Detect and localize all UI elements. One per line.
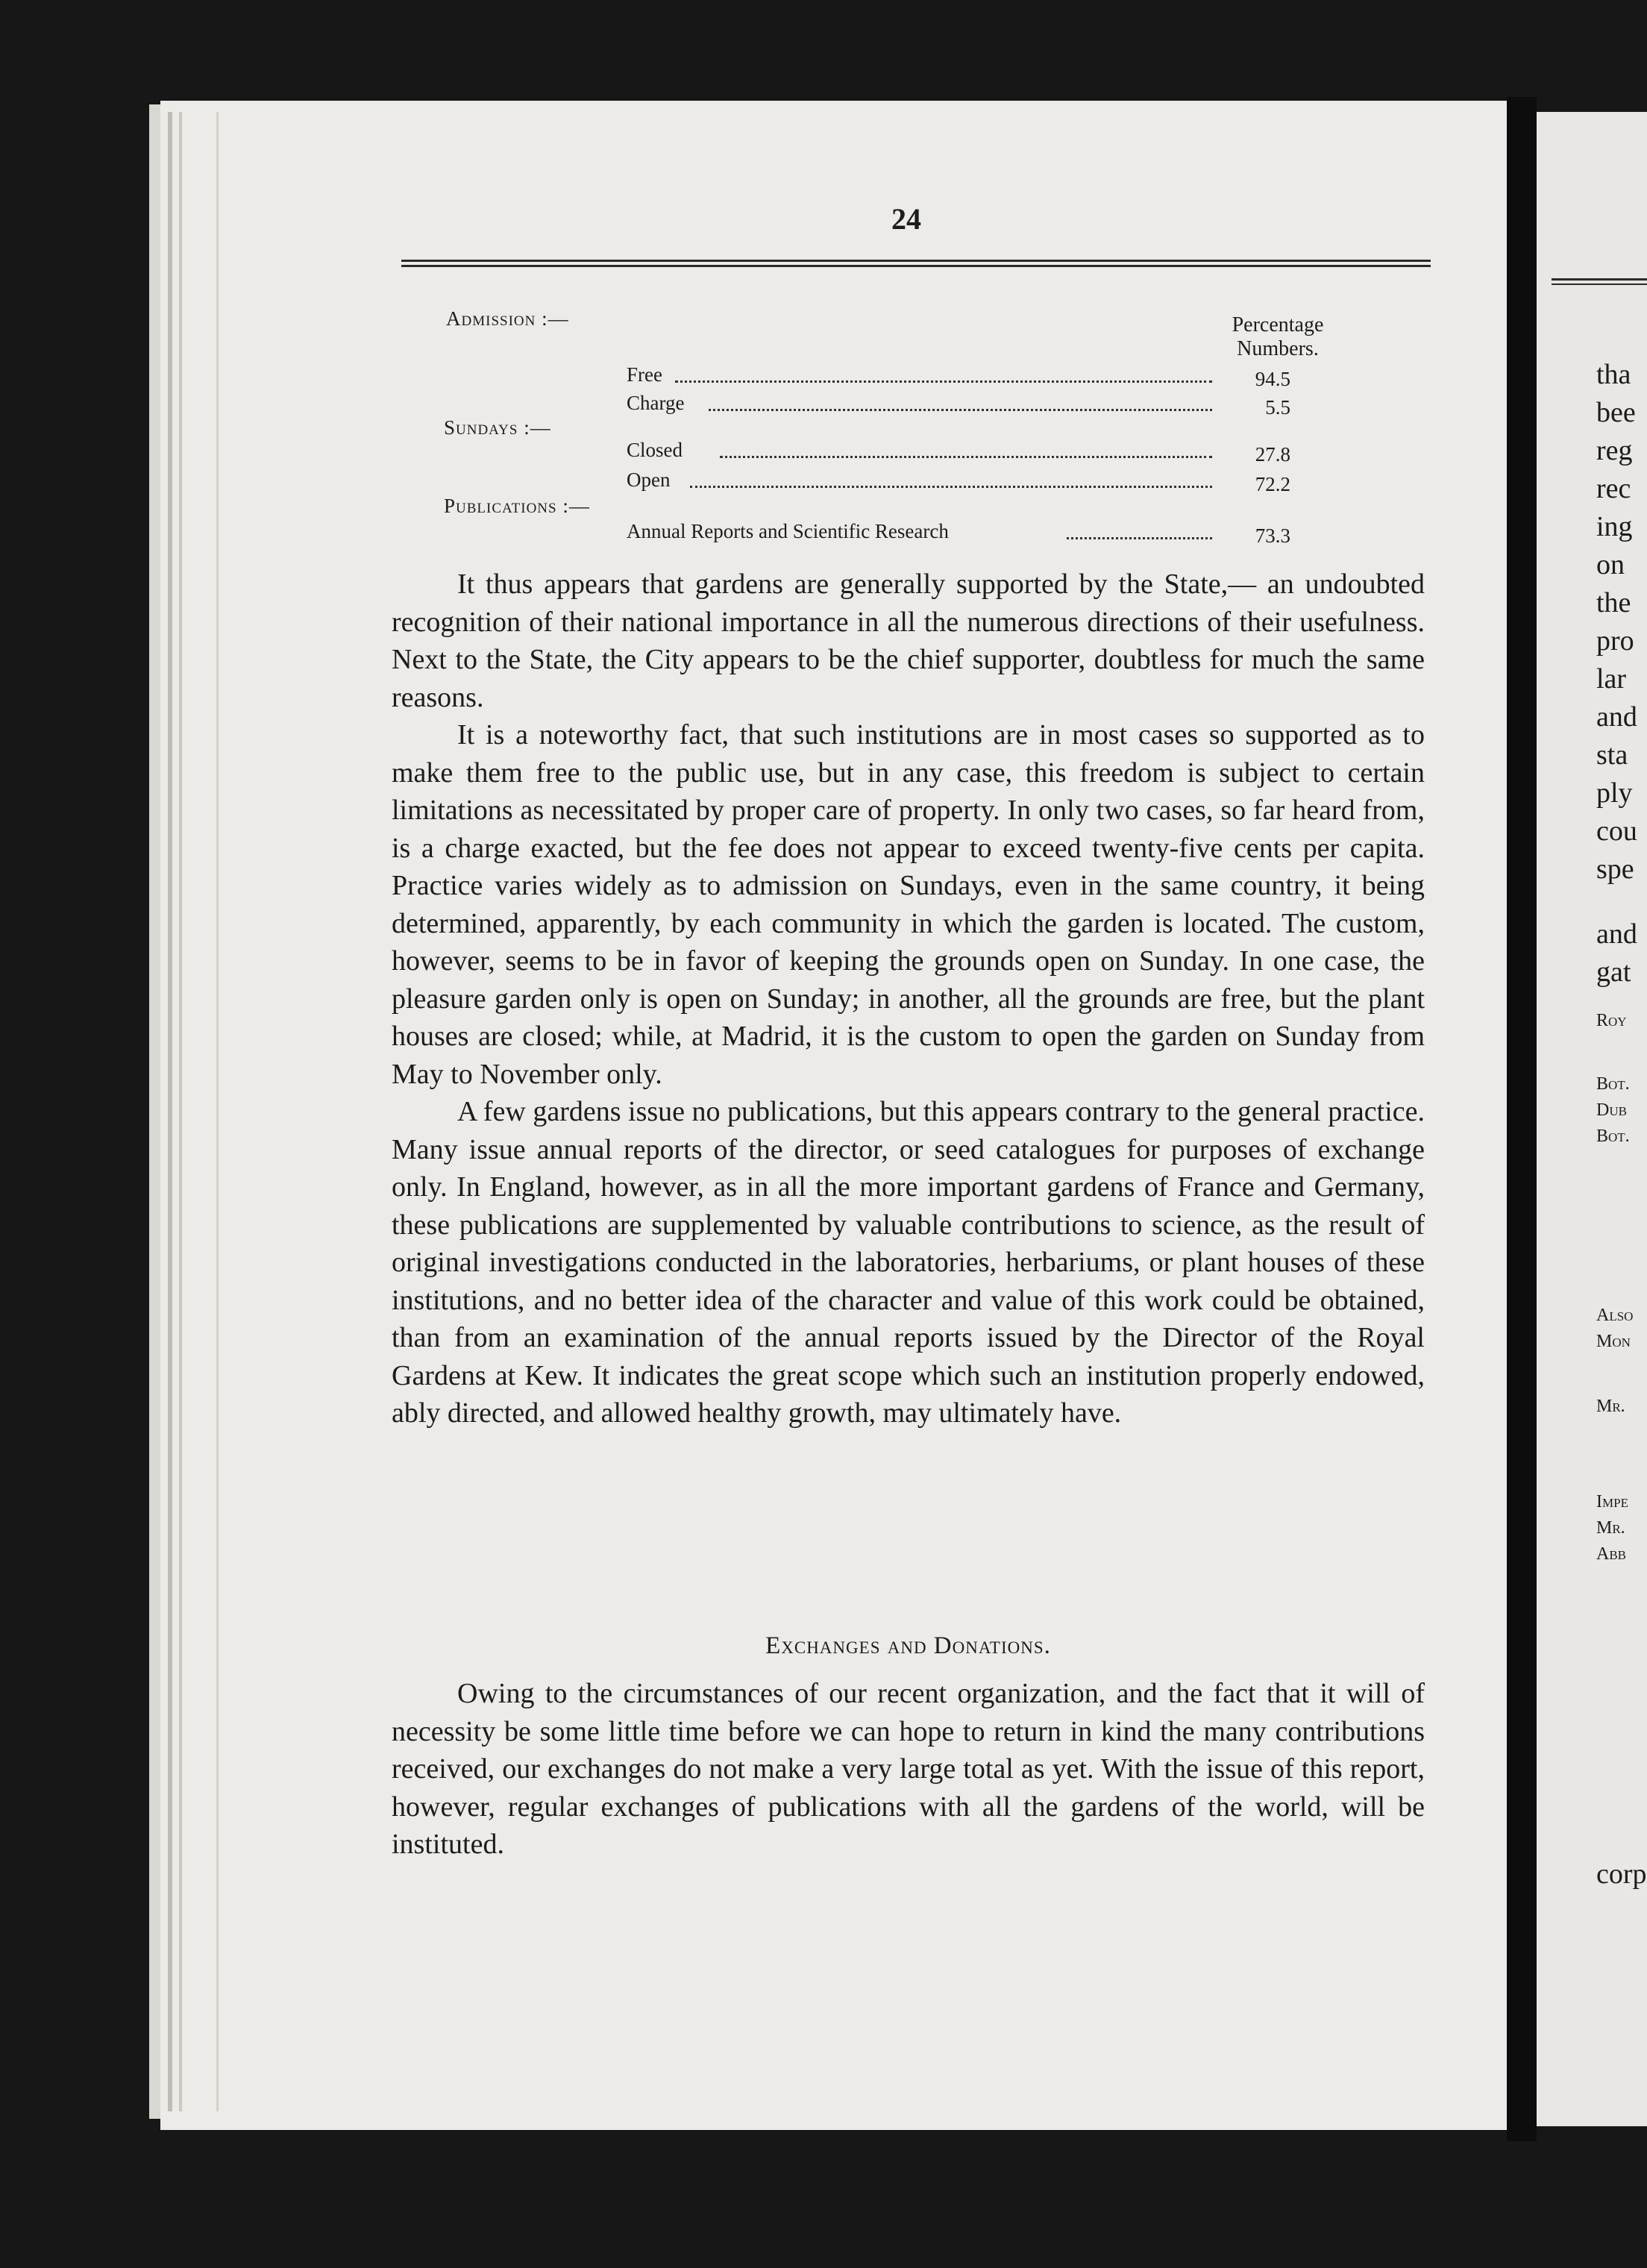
right-fragment: spe xyxy=(1596,853,1634,885)
leader-dots xyxy=(720,456,1212,458)
paragraph: It thus appears that gardens are generally supported by the State,— an undoubted recognition of their national importance in all the numerous directions of their usefulness. Next to the State, the City appears to be the chief supporter, doubtless for much the same reasons. xyxy=(392,568,1425,713)
right-fragment: on xyxy=(1596,549,1625,580)
right-page-rule xyxy=(1552,278,1647,285)
right-fragment: pro xyxy=(1596,625,1634,657)
right-fragment: Bot. xyxy=(1596,1074,1630,1094)
paragraph: Owing to the circumstances of our recent organization, and the fact that it will of necessity be some little time before we can hope to return in kind the many contributions received, our exchanges do not make a very large total as yet. With the issue of this report, however, regular exchanges of publications with all the gardens of the world, will be instituted. xyxy=(392,1678,1425,1860)
right-fragment: Impe xyxy=(1596,1492,1628,1512)
body-text xyxy=(392,566,1425,1432)
right-fragment: Also xyxy=(1596,1306,1634,1325)
page-number: 24 xyxy=(891,202,921,236)
right-fragment: cou xyxy=(1596,815,1637,847)
paragraph: A few gardens issue no publications, but this appears contrary to the general practice. Many issue annual reports of the director, or seed catalogues for purposes of exchange only. In England, however, as in all the more important gardens of France and Germany, these publications are supplemented by valuable contributions to science, as the result of original investigations conducted in the laboratories, herbariums, or plant houses of these institutions, and no better idea of the character and value of this work could be obtained, than from an examination of the annual reports issued by the Director of the Royal Gardens at Kew. It indicates the great scope which such an institution properly endowed, ably directed, and allowed healthy growth, may ultimately have. xyxy=(392,1096,1425,1429)
table-category: Publications :— xyxy=(444,495,590,517)
section-body-text xyxy=(392,1675,1425,1864)
right-fragment: sta xyxy=(1596,739,1628,771)
table-column-header: Percentage Numbers. xyxy=(1232,313,1324,360)
page-edge-line xyxy=(179,112,182,2111)
paragraph: It is a noteworthy fact, that such institutions are in most cases so supported as to make them free to the public use, but in any case, this freedom is subject to certain limitations as necessitated by proper care of property. In only two cases, so far heard from, is a charge exacted, but the fee does not appear to exceed twenty-five cents per capita. Practice varies widely as to admission on Sundays, even in the same country, it being determined, apparently, by each community in which the garden is located. The custom, however, seems to be in favor of keeping the grounds open on Sunday. In one case, the pleasure garden only is open on Sunday; in another, all the grounds are free, but the plant houses are closed; while, at Madrid, it is the custom to open the garden on Sunday from May to November only. xyxy=(392,719,1425,1090)
right-fragment: reg xyxy=(1596,435,1633,466)
leader-dots xyxy=(675,380,1212,383)
right-fragment: Mr. xyxy=(1596,1397,1625,1416)
book-gutter xyxy=(1507,97,1537,2141)
table-row-value: 73.3 xyxy=(1255,524,1290,547)
table-row-value: 5.5 xyxy=(1265,396,1290,419)
right-page xyxy=(1537,112,1647,2126)
right-fragment: lar xyxy=(1596,663,1627,695)
header-rule xyxy=(401,260,1431,267)
page-edge-line xyxy=(216,112,219,2111)
right-fragment: the xyxy=(1596,587,1631,618)
right-fragment: corp xyxy=(1596,1858,1647,1890)
table-row-value: 72.2 xyxy=(1255,473,1290,495)
leader-dots xyxy=(709,409,1212,411)
right-fragment: Bot. xyxy=(1596,1127,1630,1146)
right-fragment: and xyxy=(1596,918,1637,950)
right-fragment: Abb xyxy=(1596,1544,1627,1564)
section-heading: Exchanges and Donations. xyxy=(765,1632,1051,1659)
table-row-label: Free xyxy=(627,363,662,386)
right-fragment: gat xyxy=(1596,956,1631,988)
right-fragment: ing xyxy=(1596,511,1633,542)
leader-dots xyxy=(1067,537,1212,539)
right-fragment: Mr. xyxy=(1596,1518,1625,1538)
table-row-label: Annual Reports and Scientific Research xyxy=(627,520,949,542)
table-row-value: 94.5 xyxy=(1255,368,1290,390)
table-row-value: 27.8 xyxy=(1255,443,1290,466)
right-fragment: Roy xyxy=(1596,1011,1627,1030)
right-fragment: and xyxy=(1596,701,1637,733)
table-row-label: Closed xyxy=(627,439,683,461)
right-fragment: Dub xyxy=(1596,1100,1627,1120)
table-category: Sundays :— xyxy=(444,416,551,439)
table-category: Admission :— xyxy=(446,307,569,330)
right-fragment: bee xyxy=(1596,397,1636,428)
right-fragment: rec xyxy=(1596,473,1631,504)
page-edge-line xyxy=(168,112,172,2111)
table-row-label: Open xyxy=(627,469,671,491)
leader-dots xyxy=(690,486,1212,488)
right-fragment: ply xyxy=(1596,777,1633,809)
right-fragment: tha xyxy=(1596,359,1631,390)
table-row-label: Charge xyxy=(627,392,685,414)
right-fragment: Mon xyxy=(1596,1332,1631,1351)
